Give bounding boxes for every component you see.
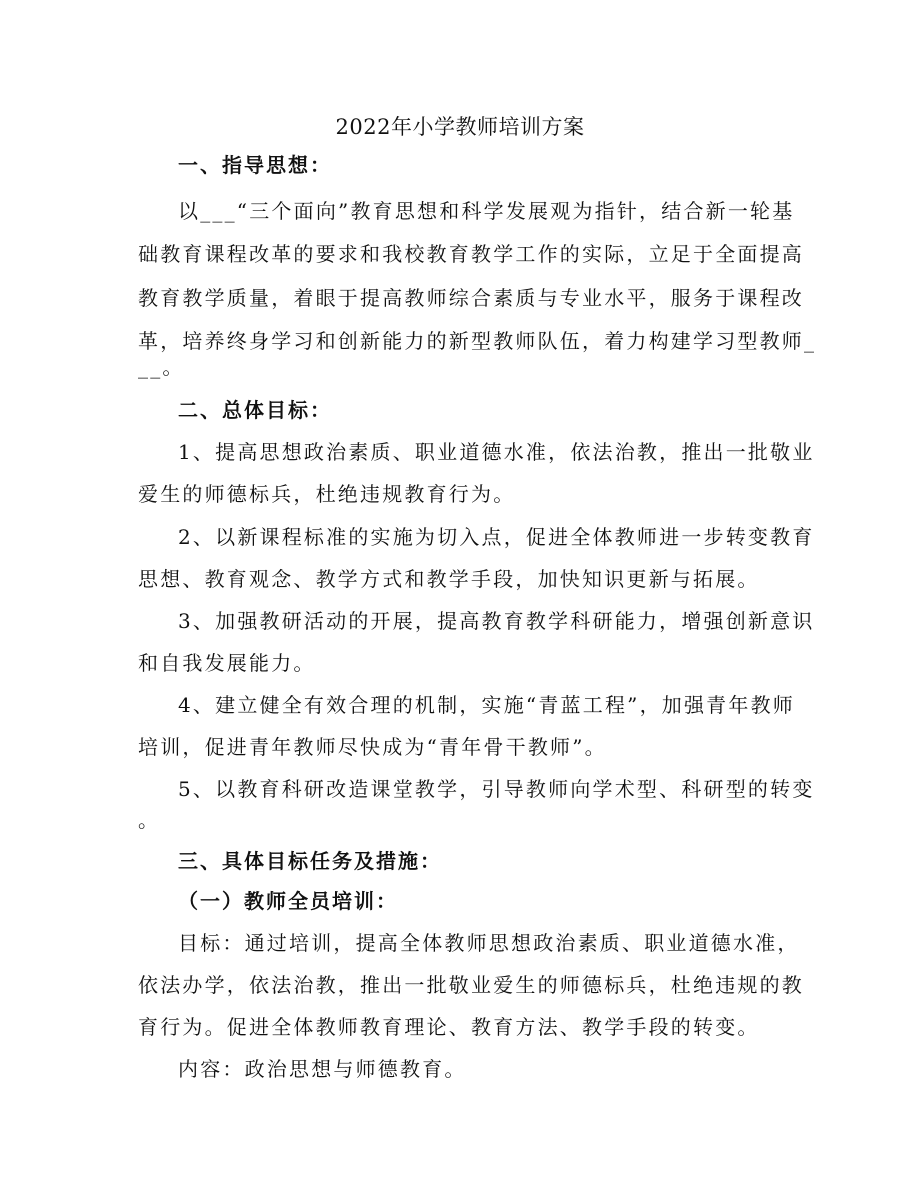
goal-item-line: 。 bbox=[138, 808, 161, 832]
goal-item-line: 思想、教育观念、教学方式和教学手段，加快知识更新与拓展。 bbox=[138, 567, 760, 591]
paragraph-line: 础教育课程改革的要求和我校教育教学工作的实际，立足于全面提高 bbox=[138, 242, 804, 266]
subsection-heading-all-staff-training: （一）教师全员培训： bbox=[178, 889, 398, 913]
section-heading-specific-tasks: 三、具体目标任务及措施： bbox=[178, 849, 442, 873]
goal-item-line: 爱生的师德标兵，杜绝违规教育行为。 bbox=[138, 482, 516, 506]
section-heading-overall-goals: 二、总体目标： bbox=[178, 398, 332, 422]
paragraph-line: 革，培养终身学习和创新能力的新型教师队伍，着力构建学习型教师_ bbox=[138, 329, 817, 353]
goal-item-line: 1、提高思想政治素质、职业道德水准，依法治教，推出一批敬业 bbox=[178, 440, 815, 464]
paragraph-line: 目标：通过培训，提高全体教师思想政治素质、职业道德水准， bbox=[178, 931, 800, 955]
paragraph-line: 依法办学，依法治教，推出一批敬业爱生的师德标兵，杜绝违规的教 bbox=[138, 973, 804, 997]
goal-item-line: 和自我发展能力。 bbox=[138, 651, 316, 675]
goal-item-line: 5、以教育科研改造课堂教学，引导教师向学术型、科研型的转变 bbox=[178, 777, 815, 801]
paragraph-line: __。 bbox=[138, 355, 185, 379]
paragraph-line: 内容：政治思想与师德教育。 bbox=[178, 1057, 467, 1081]
goal-item-line: 4、建立健全有效合理的机制，实施“青蓝工程”，加强青年教师 bbox=[178, 693, 795, 717]
paragraph-line: 教育教学质量，着眼于提高教师综合素质与专业水平，服务于课程改 bbox=[138, 286, 804, 310]
goal-item-line: 3、加强教研活动的开展，提高教育教学科研能力，增强创新意识 bbox=[178, 609, 815, 633]
paragraph-line: 以___“三个面向”教育思想和科学发展观为指针，结合新一轮基 bbox=[178, 199, 795, 223]
goal-item-line: 培训，促进青年教师尽快成为“青年骨干教师”。 bbox=[138, 735, 607, 759]
goal-item-line: 2、以新课程标准的实施为切入点，促进全体教师进一步转变教育 bbox=[178, 525, 815, 549]
paragraph-line: 育行为。促进全体教师教育理论、教育方法、教学手段的转变。 bbox=[138, 1015, 760, 1039]
section-heading-guiding-ideology: 一、指导思想： bbox=[178, 153, 332, 177]
document-title: 2022年小学教师培训方案 bbox=[335, 115, 585, 139]
